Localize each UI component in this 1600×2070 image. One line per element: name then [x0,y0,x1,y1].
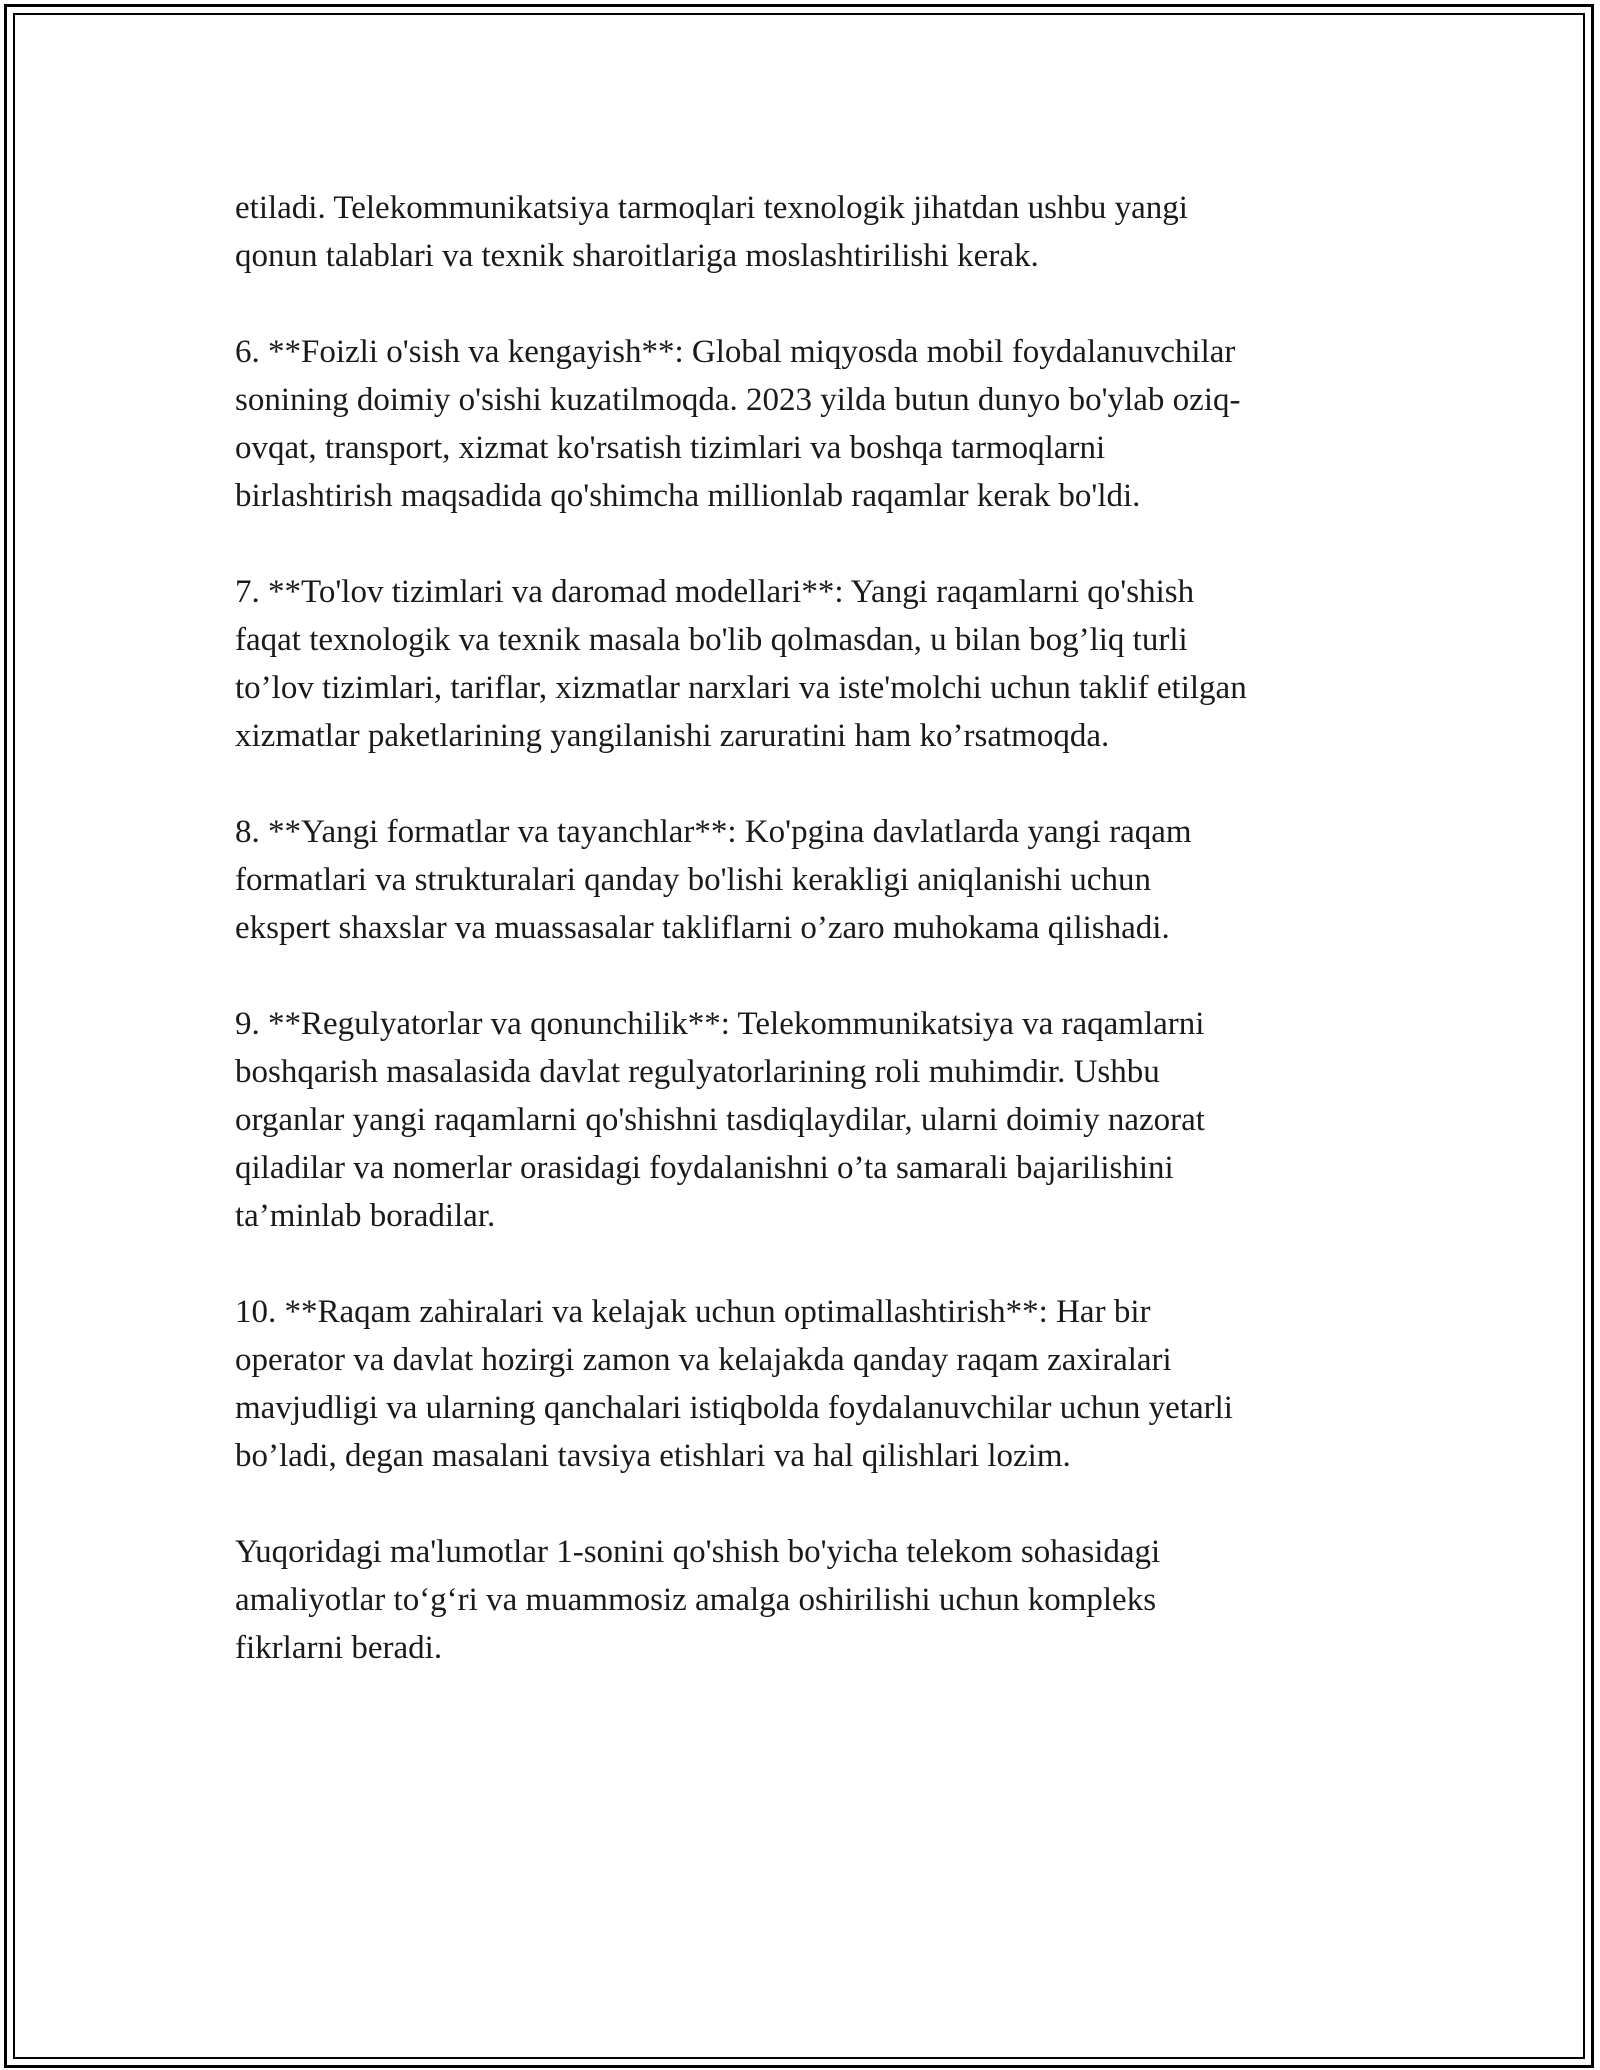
paragraph-item-8: 8. **Yangi formatlar va tayanchlar**: Ko'pgina davlatlarda yangi raqam formatlari va strukturalari qanday bo'lishi kerakligi aniqlanishi uchun ekspert shaxslar va muassasalar takliflarni o’zaro muhokama qilishadi. [235,814,1192,946]
paragraph-item-7: 7. **To'lov tizimlari va daromad modellari**: Yangi raqamlarni qo'shish faqat texnologik va texnik masala bo'lib qolmasdan, u bilan bog’liq turli to’lov tizimlari, tariflar, xizmatlar narxlari va iste'molchi uchun taklif etilgan xizmatlar paketlarining yangilanishi zaruratini ham ko’rsatmoqda. [235,574,1247,754]
paragraph-item-9: 9. **Regulyatorlar va qonunchilik**: Telekommunikatsiya va raqamlarni boshqarish masalasida davlat regulyatorlarining roli muhimdir. Ushbu organlar yangi raqamlarni qo'shishni tasdiqlaydilar, ularni doimiy nazorat qiladilar va nomerlar orasidagi foydalanishni o’ta samarali bajarilishini ta’minlab boradilar. [235,1006,1205,1234]
document-body [235,184,1380,1720]
paragraph-item-6: 6. **Foizli o'sish va kengayish**: Global miqyosda mobil foydalanuvchilar sonining doimiy o'sishi kuzatilmoqda. 2023 yilda butun dunyo bo'ylab oziq- ovqat, transport, xizmat ko'rsatish tizimlari va boshqa tarmoqlarni birlashtirish maqsadida qo'shimcha millionlab raqamlar kerak bo'ldi. [235,334,1241,514]
paragraph-conclusion: Yuqoridagi ma'lumotlar 1-sonini qo'shish bo'yicha telekom sohasidagi amaliyotlar to‘g‘ri va muammosiz amalga oshirilishi uchun kompleks fikrlarni beradi. [235,1534,1161,1666]
paragraph-continuation: etiladi. Telekommunikatsiya tarmoqlari texnologik jihatdan ushbu yangi qonun talablari va texnik sharoitlariga moslashtirilishi kerak. [235,190,1188,274]
paragraph-item-10: 10. **Raqam zahiralari va kelajak uchun optimallashtirish**: Har bir operator va davlat hozirgi zamon va kelajakda qanday raqam zaxiralari mavjudligi va ularning qanchalari istiqbolda foydalanuvchilar uchun yetarli bo’ladi, degan masalani tavsiya etishlari va hal qilishlari lozim. [235,1294,1233,1474]
